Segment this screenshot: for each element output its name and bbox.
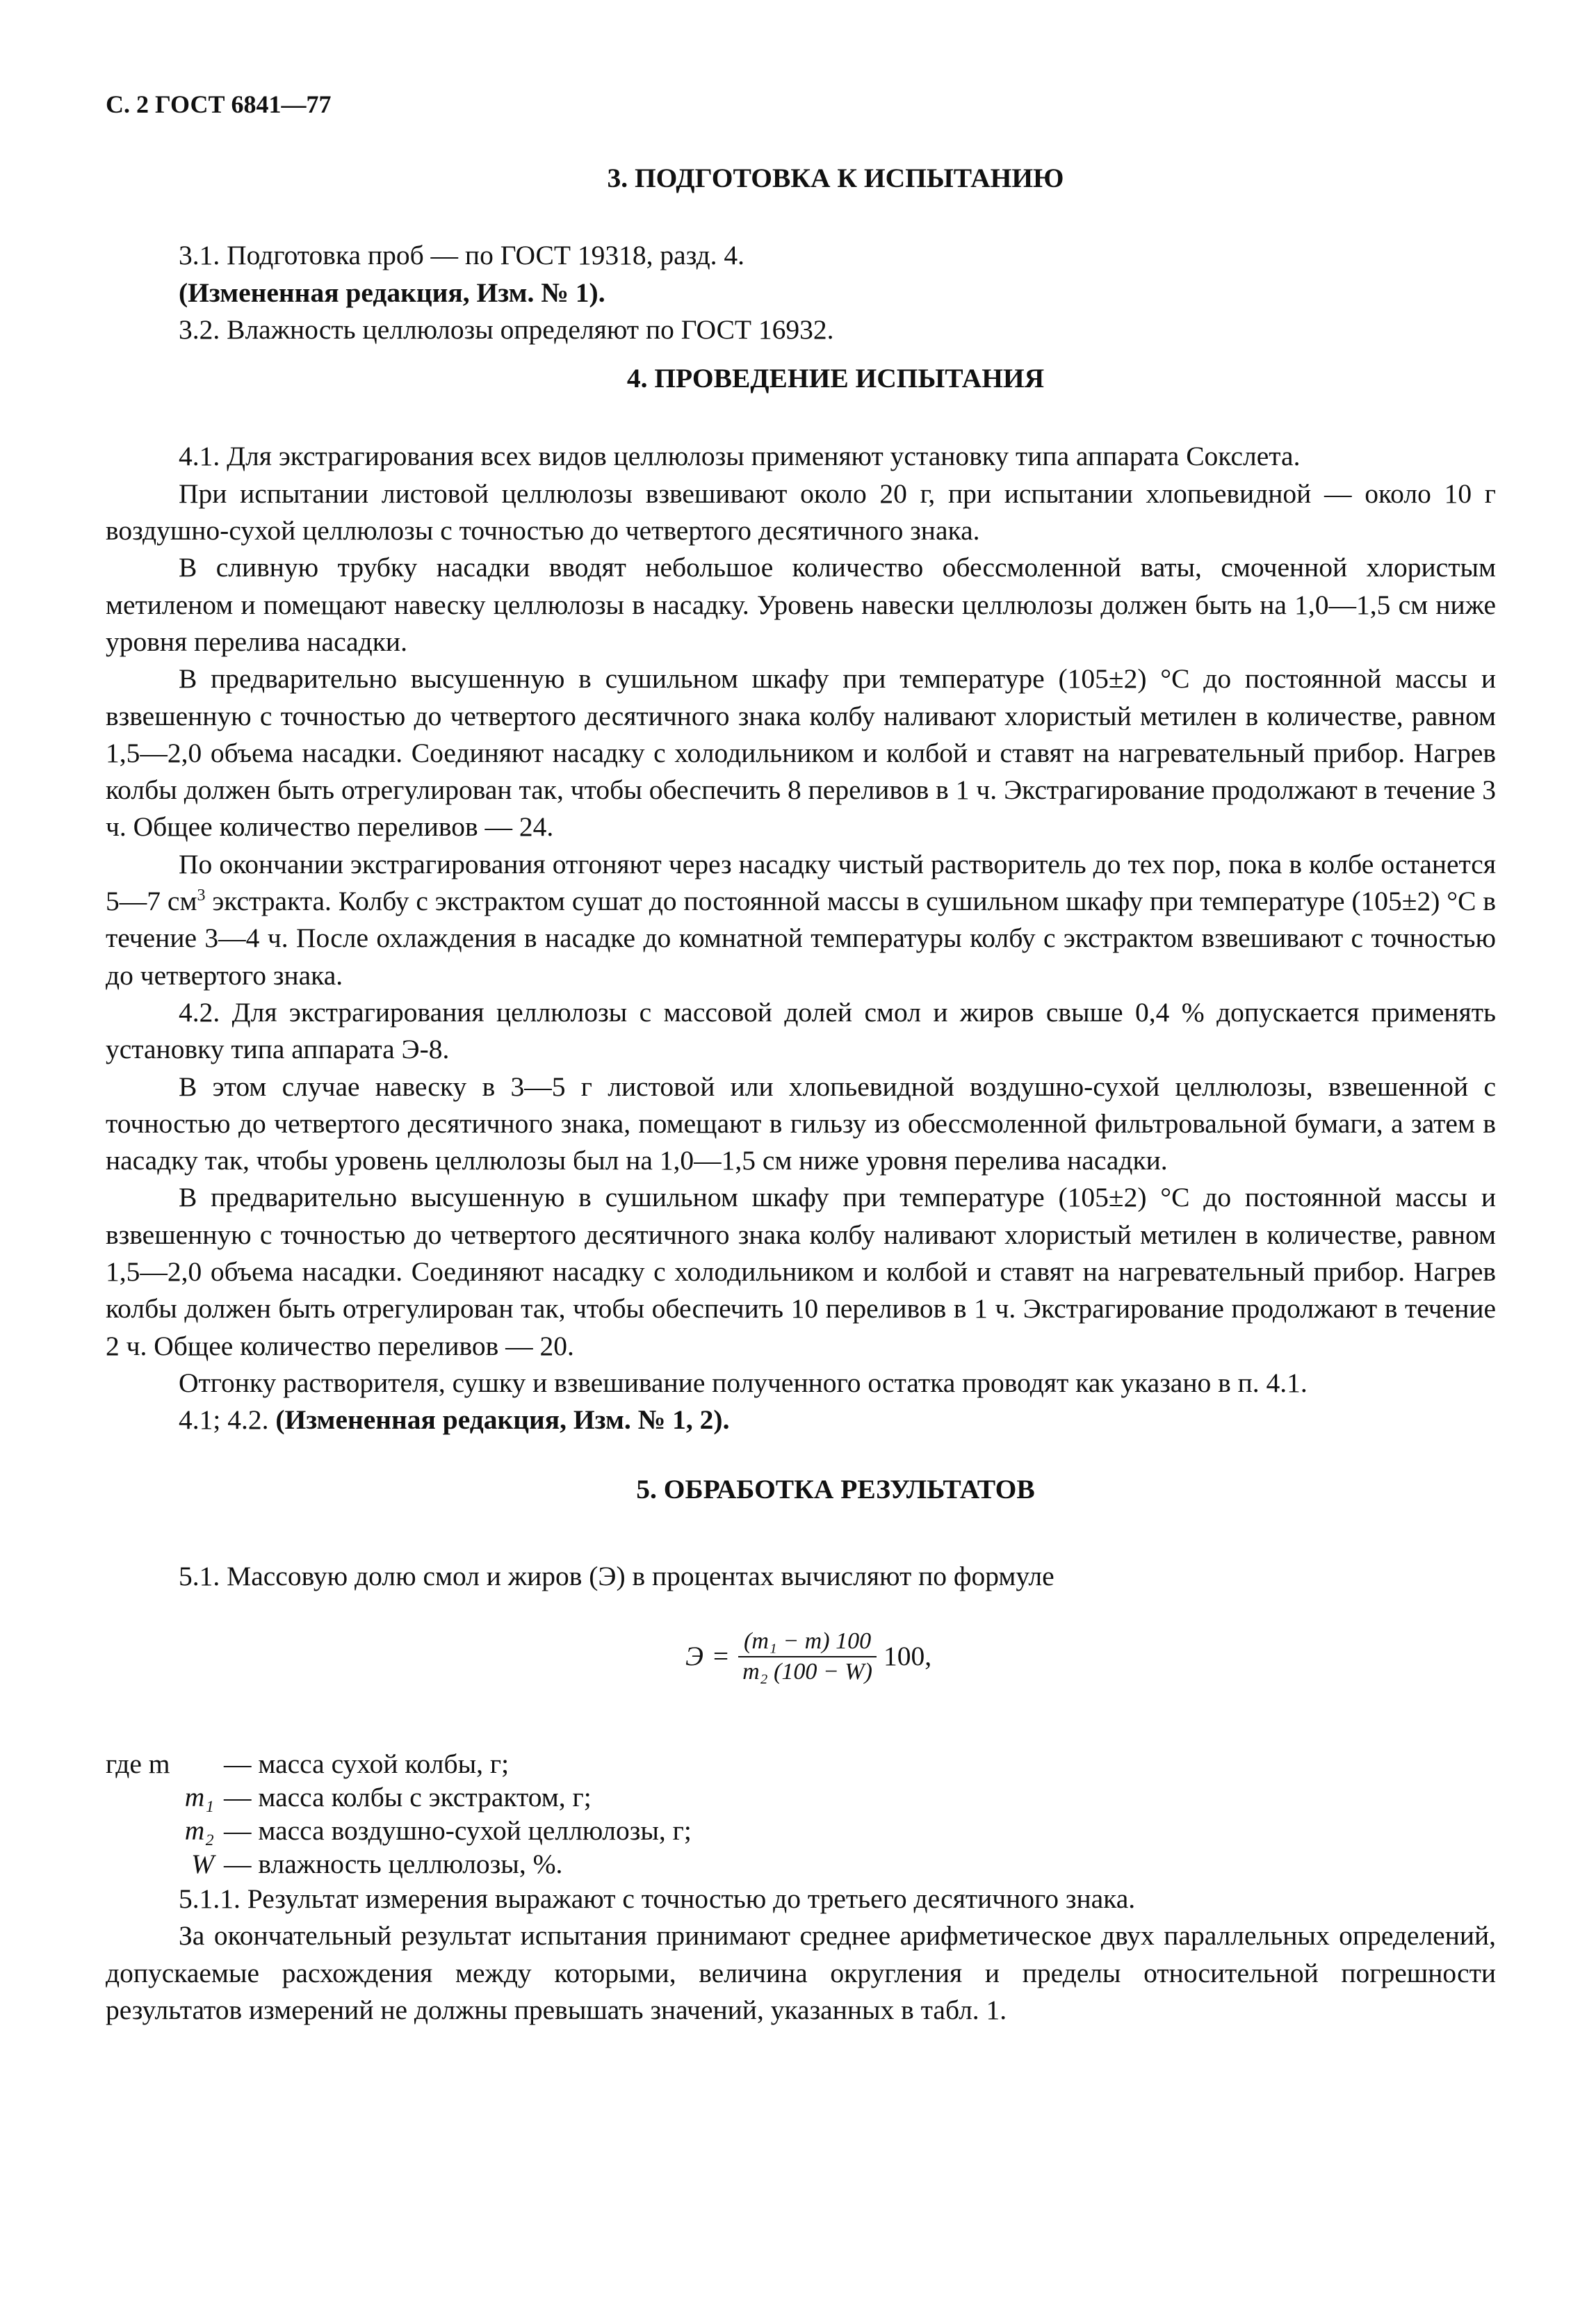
formula-equals: =	[712, 1641, 729, 1672]
symbol-definitions	[106, 1747, 1496, 1881]
formula-lhs: Э	[685, 1641, 703, 1672]
amendment-note-4-text: (Измененная редакция, Изм. № 1, 2).	[275, 1404, 730, 1436]
definition-row	[106, 1780, 1496, 1814]
definition-symbol: m₁	[184, 1782, 214, 1813]
paragraph-4-2-distillation: Отгонку растворителя, сушку и взвешивание полученного остатка проводят как указано в п. 4.1.	[179, 1367, 1308, 1398]
definition-row	[106, 1814, 1496, 1847]
definition-text: — масса воздушно-сухой целлюлозы, г;	[224, 1815, 692, 1847]
section-5-title: 5. ОБРАБОТКА РЕЗУЛЬТАТОВ	[636, 1473, 1035, 1504]
definition-text: — масса сухой колбы, г;	[224, 1749, 510, 1780]
definition-text: — влажность целлюлозы, %.	[224, 1849, 563, 1880]
paragraph-4-1-cotton: В сливную трубку насадки вводят небольшое количество обессмоленной ваты, смоченной хлористым метиленом и помещают навеску целлюлозы в насадку. Уровень навески целлюлозы должен быть на 1,0—1,5 см ниже уровня перелива насадки.	[106, 552, 1496, 657]
definition-symbol: W	[191, 1849, 214, 1880]
paragraph-5-1-1: 5.1.1. Результат измерения выражают с точностью до третьего десятичного знака.	[179, 1883, 1136, 1915]
paragraph-4-2-sample: В этом случае навеску в 3—5 г листовой или хлопьевидной воздушно-сухой целлюлозы, взвешенной с точностью до четвертого десятичного знака, помещают в гильзу из обессмоленной фильтровальной бумаги, а затем в насадку так, чтобы уровень целлюлозы был на 1,0—1,5 см ниже уровня перелива насадки.	[106, 1071, 1496, 1176]
definition-symbol: где m	[106, 1749, 170, 1780]
definition-text: — масса колбы с экстрактом, г;	[224, 1782, 592, 1813]
paragraph-3-1: 3.1. Подготовка проб — по ГОСТ 19318, разд. 4.	[179, 240, 745, 271]
paragraph-4-2: 4.2. Для экстрагирования целлюлозы с массовой долей смол и жиров свыше 0,4 % допускается применять установку типа аппарата Э-8.	[106, 996, 1496, 1065]
paragraph-4-1: 4.1. Для экстрагирования всех видов целлюлозы применяют установку типа аппарата Сокслета.	[179, 441, 1301, 472]
paragraph-4-1-sample-mass: При испытании листовой целлюлозы взвешивают около 20 г, при испытании хлопьевидной — около 10 г воздушно-сухой целлюлозы с точностью до четвертого десятичного знака.	[106, 478, 1496, 546]
formula-fraction	[738, 1627, 877, 1687]
running-header: С. 2 ГОСТ 6841—77	[106, 90, 332, 118]
section-3-title: 3. ПОДГОТОВКА К ИСПЫТАНИЮ	[607, 163, 1064, 193]
paragraph-4-1-drying: В предварительно высушенную в сушильном шкафу при температуре (105±2) °С до постоянной массы и взвешенную с точностью до четвертого десятичного знака колбу наливают хлористый метилен в количестве, равном 1,5—2,0 объема насадки. Соединяют насадку с холодильником и колбой и ставят на нагревательный прибор. Нагрев колбы должен быть отрегулирован так, чтобы обеспечить 8 переливов в 1 ч. Экстрагирование продолжают в течение 3 ч. Общее количество переливов — 24.	[106, 663, 1496, 843]
definition-row	[106, 1747, 1496, 1780]
paragraph-3-2: 3.2. Влажность целлюлозы определяют по ГОСТ 16932.	[179, 314, 834, 345]
paragraph-5-1-1-final-result: За окончательный результат испытания принимают среднее арифметическое двух параллельных определений, допускаемые расхождения между которыми, величина округления и пределы относительной погрешности результатов измерений не должны превышать значений, указанных в табл. 1.	[106, 1920, 1496, 2025]
definition-row	[106, 1847, 1496, 1881]
formula	[685, 1627, 931, 1687]
paragraph-4-1-distillation-a: По окончании экстрагирования отгоняют через насадку чистый растворитель до тех пор, пока в колбе останется 5—7 см	[106, 848, 1496, 917]
formula-denominator: m₂ (100 − W)	[742, 1659, 872, 1685]
paragraph-5-1: 5.1. Массовую долю смол и жиров (Э) в процентах вычисляют по формуле	[179, 1560, 1054, 1591]
formula-tail: 100,	[883, 1641, 932, 1672]
section-4-title: 4. ПРОВЕДЕНИЕ ИСПЫТАНИЯ	[626, 363, 1045, 394]
document-page	[106, 89, 1496, 2029]
paragraph-4-2-drying: В предварительно высушенную в сушильном шкафу при температуре (105±2) °С до постоянной массы и взвешенную с точностью до четвертого десятичного знака колбу наливают хлористый метилен в количестве, равном 1,5—2,0 объема насадки. Соединяют насадку с холодильником и колбой и ставят на нагревательный прибор. Нагрев колбы должен быть отрегулирован так, чтобы обеспечить 10 переливов в 1 ч. Экстрагирование продолжают в течение 2 ч. Общее количество переливов — 20.	[106, 1182, 1496, 1361]
paragraph-4-1-distillation	[106, 846, 1496, 994]
amendment-note-3-1: (Измененная редакция, Изм. № 1).	[179, 277, 605, 308]
cubic-superscript: 3	[197, 886, 206, 905]
amendment-note-4	[106, 1402, 1496, 1438]
formula-block	[106, 1627, 1496, 1724]
definition-symbol: m₂	[184, 1815, 214, 1847]
paragraph-4-1-distillation-b: экстракта. Колбу с экстрактом сушат до постоянной массы в сушильном шкафу при температуре (105±2) °С в течение 3—4 ч. После охлаждения в насадке до комнатной температуры колбу с экстрактом взвешивают с точностью до четвертого знака.	[106, 886, 1496, 991]
formula-numerator: (m₁ − m) 100	[744, 1628, 872, 1655]
amendment-note-4-refs: 4.1; 4.2.	[179, 1404, 276, 1436]
